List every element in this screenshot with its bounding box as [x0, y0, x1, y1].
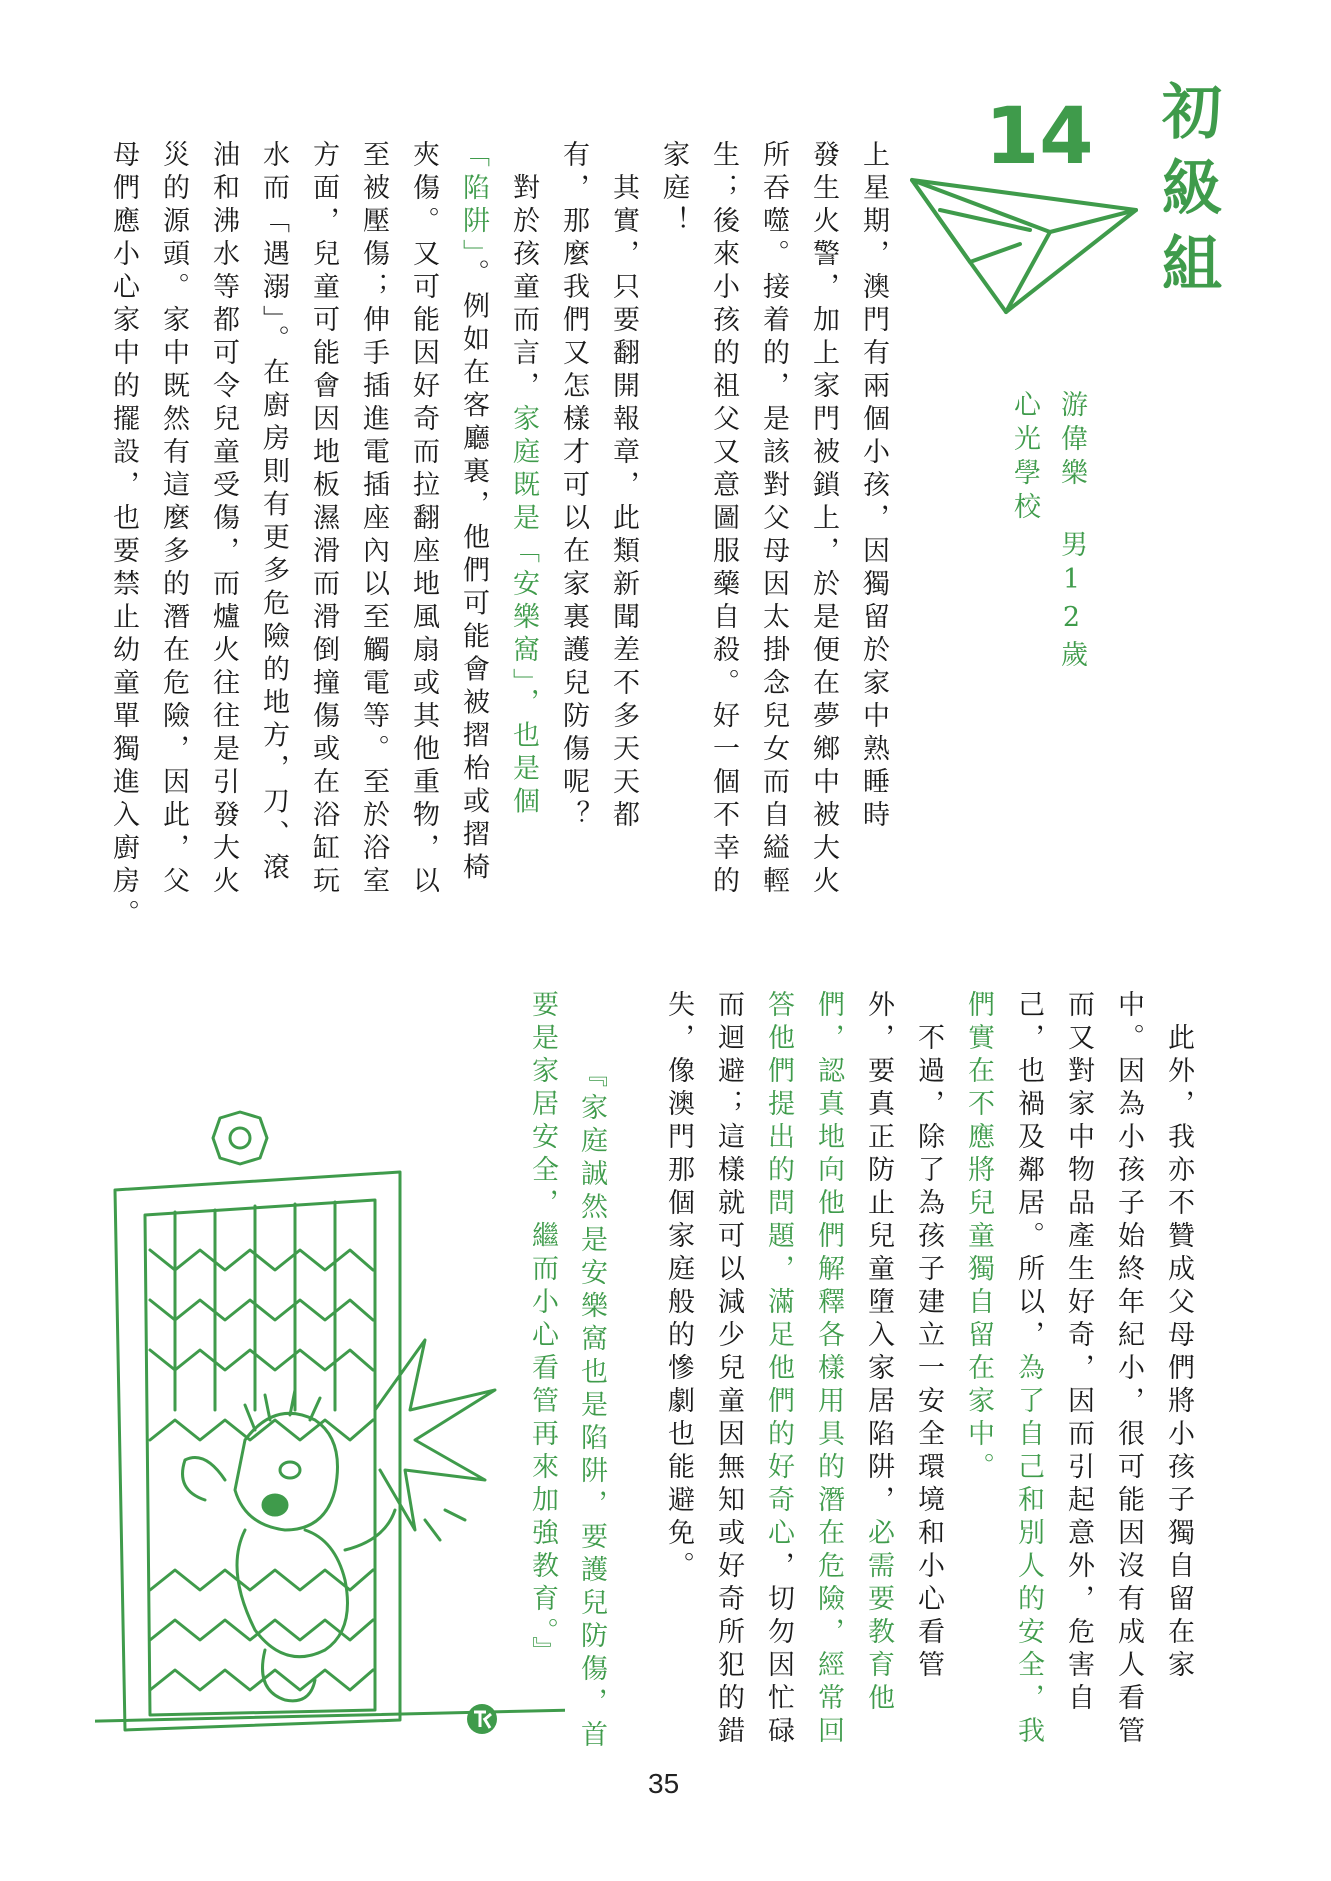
- bottom-columns-line: [665, 990, 692, 1584]
- bottom-columns-line: [915, 990, 942, 1683]
- text-segment: 外，要真正防止兒童墮入家居陷阱，: [863, 990, 894, 1518]
- bottom-columns-line: [1015, 990, 1042, 1749]
- text-segment: 水而「遇溺」。在廚房則有更多危險的地方，刀、滾: [258, 140, 289, 886]
- text-segment: 「陷阱」: [458, 140, 489, 259]
- top-columns-line: [560, 140, 587, 833]
- text-segment: 家庭既是「安樂窩」，也是個: [508, 404, 539, 820]
- text-segment: 夾傷。又可能因好奇而拉翻座地風扇或其他重物，以: [408, 140, 439, 899]
- bagua-mirror-icon: [213, 1112, 267, 1164]
- quote-line-1: 『家庭誠然是安樂窩也是陷阱，要護兒防傷，首: [576, 1060, 607, 1753]
- top-columns-line: [210, 140, 237, 899]
- text-segment: 中。因為小孩子始終年紀小，很可能因沒有成人看管: [1113, 990, 1144, 1749]
- bottom-columns-line: [765, 990, 792, 1749]
- text-segment: 上星期，澳門有兩個小孩，因獨留於家中熟睡時: [858, 140, 889, 833]
- top-columns-line: [460, 140, 487, 886]
- top-columns-line: [160, 140, 187, 899]
- text-segment: ，切勿因忙碌: [763, 1551, 794, 1749]
- bottom-columns-line: [1165, 990, 1192, 1683]
- bottom-columns-line: [965, 990, 992, 1485]
- text-segment: 其實，只要翻開報章，此類新聞差不多天天都: [608, 140, 639, 833]
- text-segment: 對於孩童而言，: [508, 140, 539, 404]
- text-segment: 油和沸水等都可令兒童受傷，而爐火往往是引發大火: [208, 140, 239, 899]
- text-segment: 災的源頭。家中既然有這麼多的潛在危險，因此，父: [158, 140, 189, 899]
- text-segment: 至被壓傷；伸手插進電插座內以至觸電等。至於浴室: [358, 140, 389, 899]
- top-columns-line: [660, 140, 687, 239]
- quote-line-2: 要是家居安全，繼而小心看管再來加強教育。』: [527, 990, 558, 1670]
- top-columns-line: [610, 140, 637, 833]
- text-segment: 們，認真地向他們解釋各樣用具的潛在危險，經常回: [813, 990, 844, 1749]
- text-segment: 答他們提出的問題，滿足他們的好奇心: [763, 990, 794, 1551]
- bottom-columns-line: [815, 990, 842, 1749]
- bottom-columns-line: [715, 990, 742, 1749]
- text-segment: 有，那麼我們又怎樣才可以在家裏護兒防傷呢？: [558, 140, 589, 833]
- page-number: 35: [648, 1768, 680, 1799]
- top-columns-line: [260, 140, 287, 886]
- text-segment: 己，也禍及鄰居。所以，: [1013, 990, 1044, 1353]
- text-segment: 而迴避；這樣就可以減少兒童因無知或好奇所犯的錯: [713, 990, 744, 1749]
- text-segment: 為了自己和別人的安全，我: [1013, 1353, 1044, 1749]
- text-segment: 所吞噬。接着的，是該對父母因太掛念兒女而自縊輕: [758, 140, 789, 899]
- top-columns-line: [760, 140, 787, 899]
- bottom-columns-line: [865, 990, 892, 1716]
- author-school: 心光學校: [1009, 390, 1040, 526]
- child-trapped-in-door-illustration: [95, 1110, 565, 1750]
- top-columns-line: [510, 140, 537, 820]
- text-segment: 家庭！: [658, 140, 689, 239]
- entry-number: 14: [985, 92, 1094, 182]
- top-columns-line: [410, 140, 437, 899]
- text-segment: 母們應小心家中的擺設，也要禁止幼童單獨進入廚房。: [108, 140, 139, 932]
- text-segment: 必需要教育他: [863, 1518, 894, 1716]
- text-segment: 。例如在客廳裏，他們可能會被摺枱或摺椅: [458, 258, 489, 886]
- top-columns-line: [360, 140, 387, 899]
- text-segment: 此外，我亦不贊成父母們將小孩子獨自留在家: [1163, 990, 1194, 1683]
- bottom-columns-line: [1065, 990, 1092, 1716]
- artist-signature-icon: [465, 1702, 499, 1736]
- top-columns-line: [310, 140, 337, 899]
- text-segment: 們實在不應將兒童獨自留在家中。: [963, 990, 994, 1485]
- paper-plane-illustration: [910, 170, 1140, 320]
- text-segment: 失，像澳門那個家庭般的慘劇也能避免。: [663, 990, 694, 1584]
- top-columns-line: [110, 140, 137, 932]
- author-name: 游偉樂 男12歲: [1056, 390, 1087, 674]
- text-segment: 方面，兒童可能會因地板濕滑而滑倒撞傷或在浴缸玩: [308, 140, 339, 899]
- bottom-columns-line: [1115, 990, 1142, 1749]
- top-columns-line: [810, 140, 837, 899]
- text-segment: 不過，除了為孩子建立一安全環境和小心看管: [913, 990, 944, 1683]
- category-title: 初級組: [1152, 80, 1222, 308]
- text-segment: 生；後來小孩的祖父又意圖服藥自殺。好一個不幸的: [708, 140, 739, 899]
- text-segment: 發生火警，加上家門被鎖上，於是便在夢鄉中被大火: [808, 140, 839, 899]
- top-columns-line: [860, 140, 887, 833]
- top-columns-line: [710, 140, 737, 899]
- text-segment: 而又對家中物品產生好奇，因而引起意外，危害自: [1063, 990, 1094, 1716]
